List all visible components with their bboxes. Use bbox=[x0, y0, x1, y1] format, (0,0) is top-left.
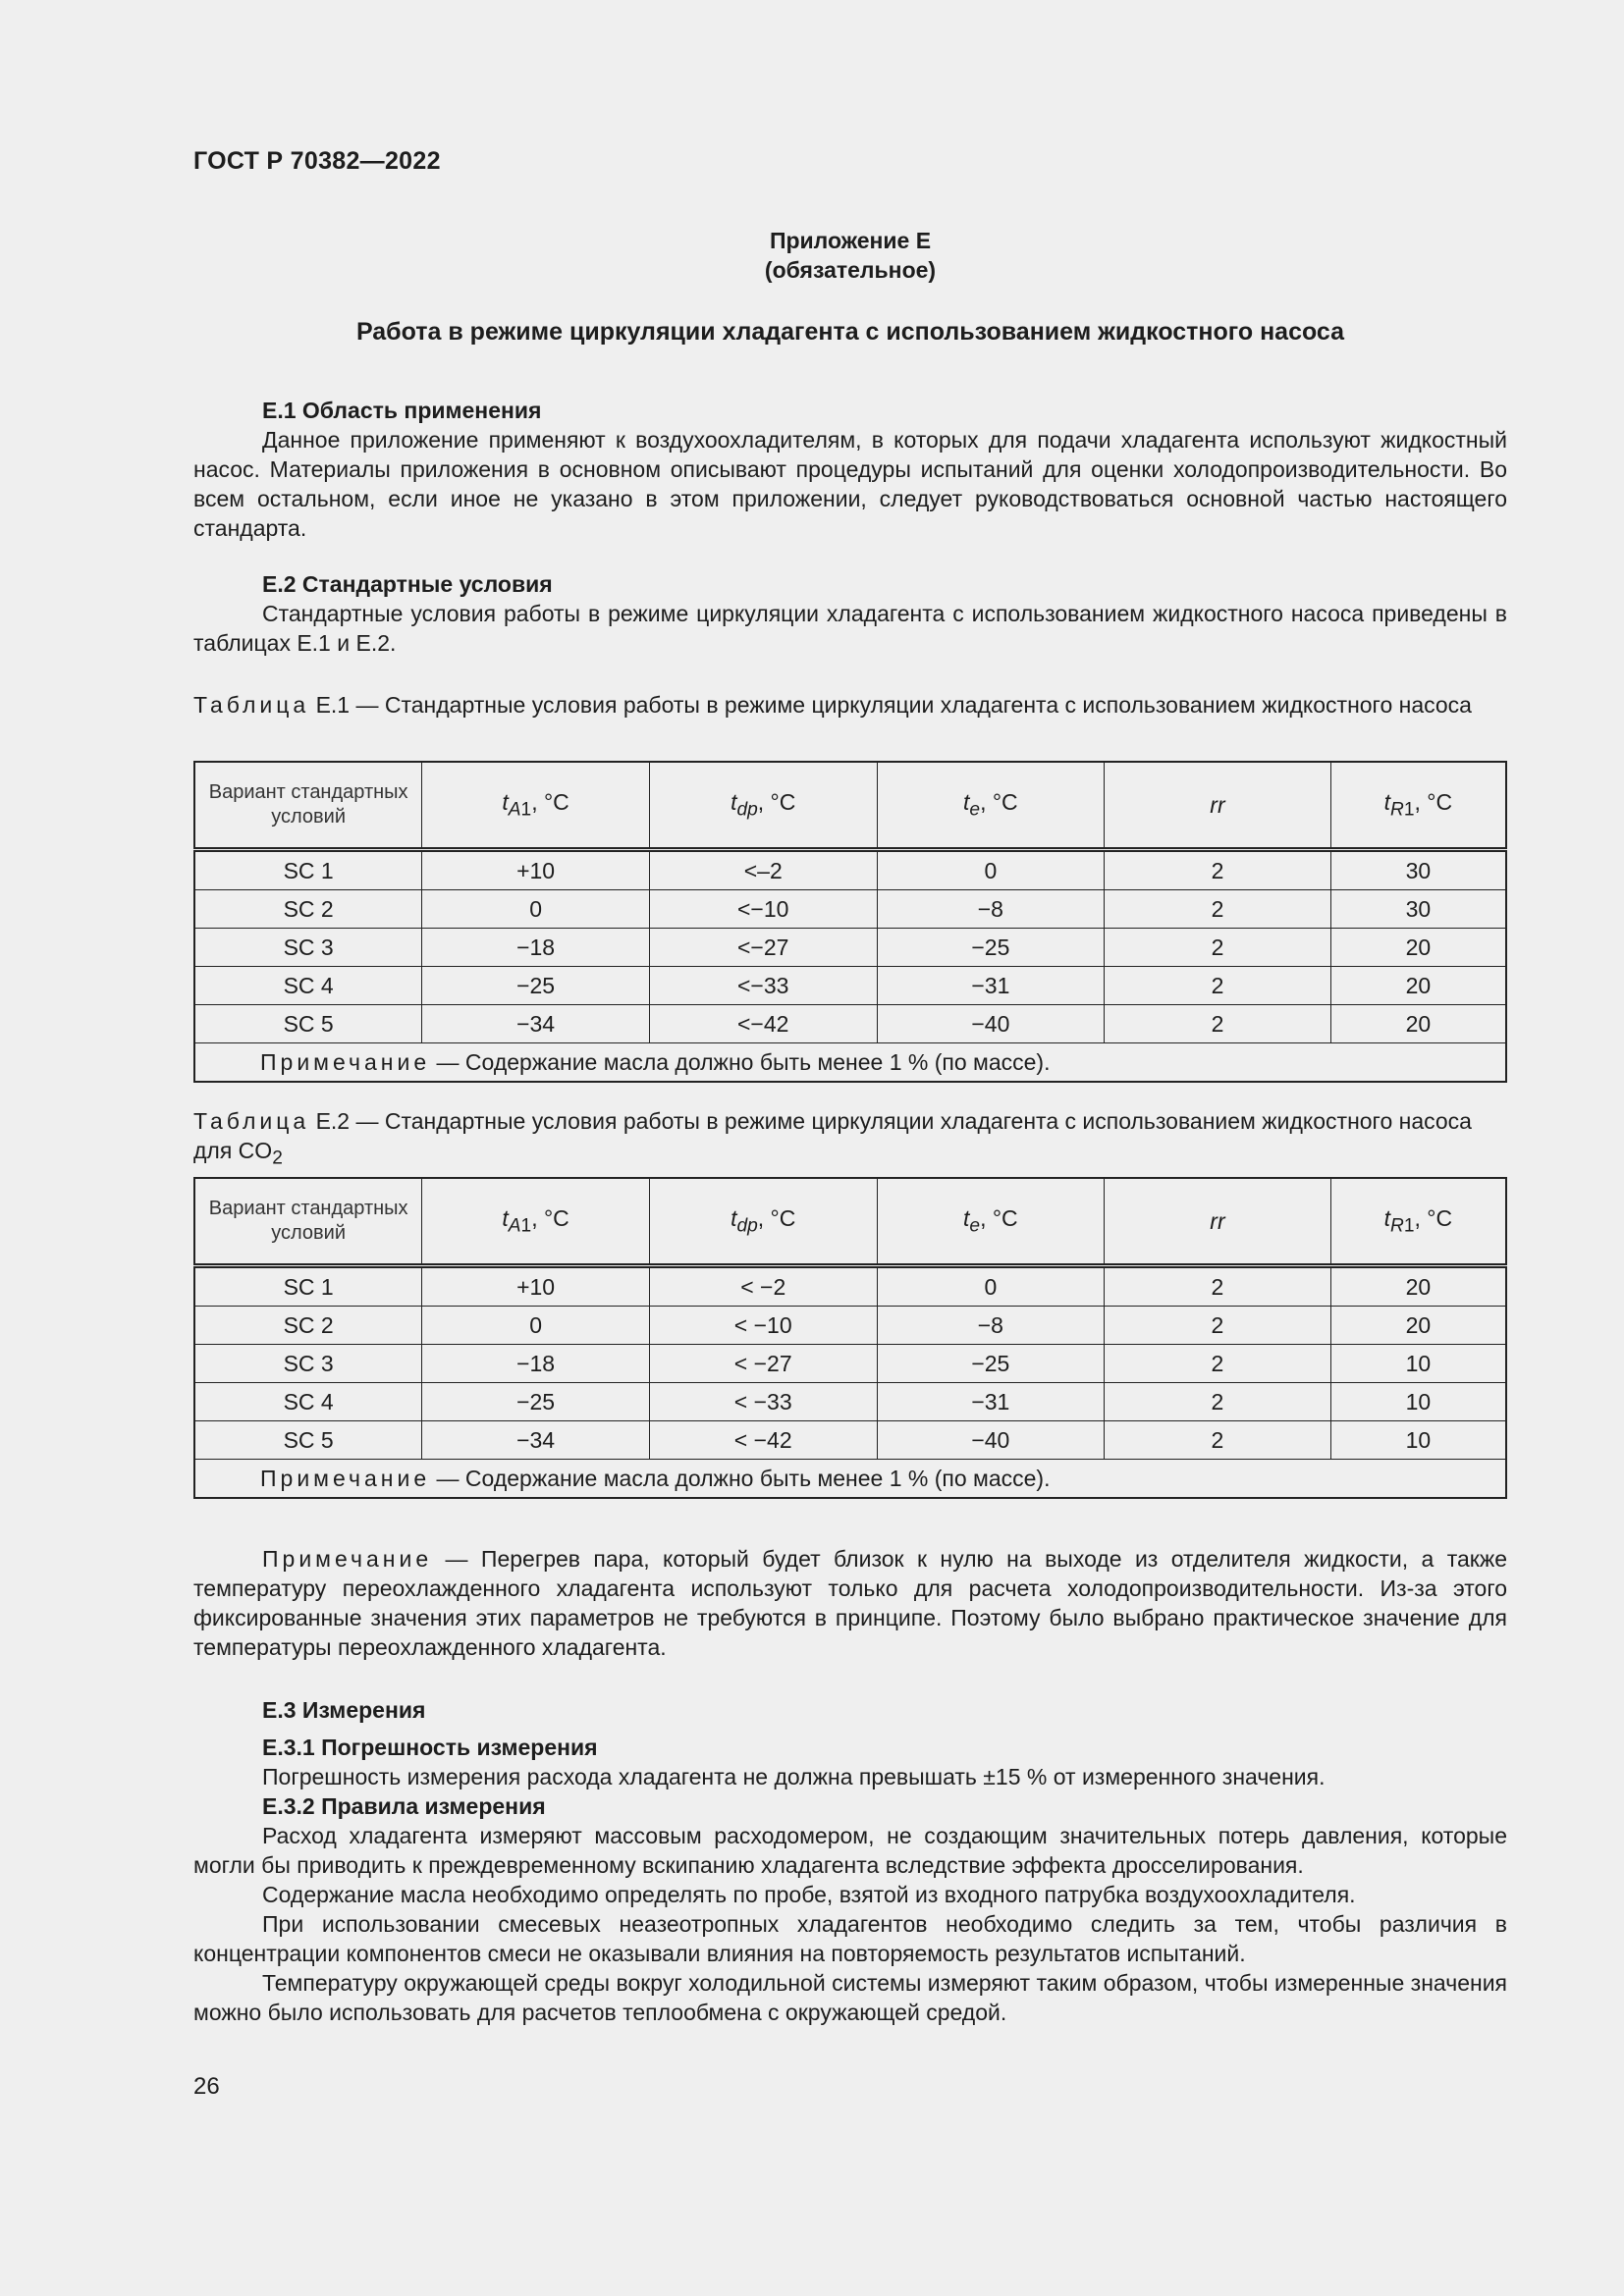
annex-title: Работа в режиме циркуляции хладагента с использованием жидкостного насоса bbox=[355, 318, 1345, 346]
table-cell: 2 bbox=[1105, 1383, 1331, 1421]
table-row bbox=[194, 1421, 1506, 1460]
table-cell: −34 bbox=[422, 1005, 650, 1043]
table-cell: 2 bbox=[1105, 1345, 1331, 1383]
section-e1-text: Данное приложение применяют к воздухоохладителям, в которых для подачи хладагента используют жидкостный насос. Материалы приложения в основном описывают процедуры испытаний для оценки холодопроизводительности. Во всем остальном, если иное не указано в этом приложении, следует руководствоваться основной частью настоящего стандарта. bbox=[193, 427, 1507, 541]
table-cell: 30 bbox=[1330, 850, 1506, 890]
table-cell: <−27 bbox=[649, 929, 877, 967]
section-e2 bbox=[193, 569, 1507, 658]
table1-caption bbox=[193, 690, 1507, 720]
table-cell: SC 2 bbox=[194, 890, 422, 929]
header-tr1: $t_{R1}$, °C bbox=[1330, 1178, 1506, 1266]
header-ta1: $t_{A1}$, °C bbox=[422, 1178, 650, 1266]
table2-note-row bbox=[194, 1460, 1506, 1499]
section-e1-heading: Е.1 Область применения bbox=[262, 398, 542, 423]
table1-note bbox=[194, 1043, 1506, 1083]
table-cell: −25 bbox=[422, 1383, 650, 1421]
table-cell: 10 bbox=[1330, 1345, 1506, 1383]
table-row bbox=[194, 967, 1506, 1005]
table1-note-label: Примечание bbox=[260, 1048, 431, 1075]
table-cell: < −27 bbox=[649, 1345, 877, 1383]
table-cell: SC 3 bbox=[194, 1345, 422, 1383]
section-e32-para1: Расход хладагента измеряют массовым расходомером, не создающим значительных потерь давления, которые могли бы приводить к преждевременному вскипанию хладагента вследствие эффекта дросселирования. bbox=[193, 1823, 1507, 1878]
table2-caption-label: Таблица bbox=[193, 1108, 310, 1134]
table-header-row bbox=[194, 762, 1506, 850]
header-tdp: $t_{dp}$, °C bbox=[649, 762, 877, 850]
section-e2-heading: Е.2 Стандартные условия bbox=[262, 571, 553, 597]
table2-note bbox=[194, 1460, 1506, 1499]
table-cell: <–2 bbox=[649, 850, 877, 890]
annex-heading bbox=[193, 226, 1507, 285]
table-cell: 20 bbox=[1330, 929, 1506, 967]
table-e2 bbox=[193, 1177, 1507, 1499]
annex-status: (обязательное) bbox=[764, 257, 937, 283]
table-cell: 2 bbox=[1105, 1005, 1331, 1043]
table2-note-text: — Содержание масла должно быть менее 1 % (по массе). bbox=[430, 1465, 1051, 1491]
header-rr: rr bbox=[1105, 762, 1331, 850]
table-cell: 2 bbox=[1105, 1266, 1331, 1307]
header-variant: Вариант стандартных условий bbox=[194, 1178, 422, 1266]
section-e3-heading: Е.3 Измерения bbox=[262, 1697, 426, 1723]
table-cell: <−42 bbox=[649, 1005, 877, 1043]
header-variant: Вариант стандартных условий bbox=[194, 762, 422, 850]
document-number: ГОСТ Р 70382—2022 bbox=[193, 147, 441, 175]
table-cell: <−33 bbox=[649, 967, 877, 1005]
table-cell: +10 bbox=[422, 1266, 650, 1307]
table1-note-row bbox=[194, 1043, 1506, 1083]
section-e32-para2: Содержание масла необходимо определять по пробе, взятой из входного патрубка воздухоохладителя. bbox=[262, 1882, 1356, 1907]
table2-caption-sub: 2 bbox=[272, 1148, 283, 1169]
table-cell: 20 bbox=[1330, 967, 1506, 1005]
table-cell: 30 bbox=[1330, 890, 1506, 929]
section-e2-text: Стандартные условия работы в режиме циркуляции хладагента с использованием жидкостного насоса приведены в таблицах Е.1 и Е.2. bbox=[193, 601, 1507, 656]
table-cell: 2 bbox=[1105, 850, 1331, 890]
section-e31-text: Погрешность измерения расхода хладагента не должна превышать ±15 % от измеренного значения. bbox=[262, 1764, 1326, 1789]
table-cell: +10 bbox=[422, 850, 650, 890]
table-cell: SC 5 bbox=[194, 1421, 422, 1460]
table-row bbox=[194, 929, 1506, 967]
header-ta1: $t_{A1}$, °C bbox=[422, 762, 650, 850]
table-row bbox=[194, 1383, 1506, 1421]
table-row bbox=[194, 1005, 1506, 1043]
table-cell: 2 bbox=[1105, 890, 1331, 929]
table-cell: −25 bbox=[422, 967, 650, 1005]
table-cell: SC 3 bbox=[194, 929, 422, 967]
table-cell: −40 bbox=[877, 1005, 1105, 1043]
table-cell: −18 bbox=[422, 929, 650, 967]
table-cell: 0 bbox=[422, 890, 650, 929]
section-e31-heading: Е.3.1 Погрешность измерения bbox=[262, 1735, 598, 1760]
table-cell: −31 bbox=[877, 967, 1105, 1005]
table-cell: SC 5 bbox=[194, 1005, 422, 1043]
table-cell: 0 bbox=[422, 1307, 650, 1345]
table2-caption-text: Е.2 — Стандартные условия работы в режиме циркуляции хладагента с использованием жидкостного насоса для CO bbox=[193, 1108, 1472, 1163]
annex-label: Приложение Е bbox=[769, 228, 932, 253]
table-cell: SC 4 bbox=[194, 1383, 422, 1421]
table-cell: −31 bbox=[877, 1383, 1105, 1421]
table-cell: 0 bbox=[877, 1266, 1105, 1307]
table-cell: 20 bbox=[1330, 1005, 1506, 1043]
table-row bbox=[194, 1307, 1506, 1345]
header-tr1: $t_{R1}$, °C bbox=[1330, 762, 1506, 850]
section-e32-heading: Е.3.2 Правила измерения bbox=[262, 1793, 546, 1819]
table-cell: SC 1 bbox=[194, 850, 422, 890]
section-e3 bbox=[193, 1695, 1507, 2027]
header-te: $t_e$, °C bbox=[877, 1178, 1105, 1266]
table1-body bbox=[194, 850, 1506, 1043]
header-rr: rr bbox=[1105, 1178, 1331, 1266]
table2-caption bbox=[193, 1106, 1507, 1174]
table-cell: −18 bbox=[422, 1345, 650, 1383]
header-tdp: $t_{dp}$, °C bbox=[649, 1178, 877, 1266]
table-cell: 0 bbox=[877, 850, 1105, 890]
section-e32-para3: При использовании смесевых неазеотропных хладагентов необходимо следить за тем, чтобы различия в концентрации компонентов смеси не оказывали влияния на повторяемость результатов испытаний. bbox=[193, 1911, 1507, 1966]
table-cell: 10 bbox=[1330, 1421, 1506, 1460]
section-e32-para4: Температуру окружающей среды вокруг холодильной системы измеряют таким образом, чтобы измеренные значения можно было использовать для расчетов теплообмена с окружающей средой. bbox=[193, 1970, 1507, 2025]
table-cell: 2 bbox=[1105, 1307, 1331, 1345]
general-note-label: Примечание bbox=[262, 1546, 433, 1572]
table-cell: SC 1 bbox=[194, 1266, 422, 1307]
table2-body bbox=[194, 1266, 1506, 1460]
general-note bbox=[193, 1544, 1507, 1662]
table-row bbox=[194, 890, 1506, 929]
table-cell: < −33 bbox=[649, 1383, 877, 1421]
table-cell: 20 bbox=[1330, 1307, 1506, 1345]
table-cell: < −42 bbox=[649, 1421, 877, 1460]
table-cell: −25 bbox=[877, 929, 1105, 967]
table-row bbox=[194, 850, 1506, 890]
table2-note-label: Примечание bbox=[260, 1465, 431, 1491]
table-e1 bbox=[193, 761, 1507, 1083]
table-cell: −8 bbox=[877, 1307, 1105, 1345]
general-note-text: — Перегрев пара, который будет близок к нулю на выходе из отделителя жидкости, а также температуру переохлажденного хладагента используют только для расчета холодопроизводительности. Из-за этого фиксированные значения этих параметров не требуются в принципе. Поэтому было выбрано практическое значение для температуры переохлажденного хладагента. bbox=[193, 1546, 1507, 1660]
table-cell: SC 4 bbox=[194, 967, 422, 1005]
section-e1 bbox=[193, 396, 1507, 543]
table-cell: −40 bbox=[877, 1421, 1105, 1460]
table-cell: 20 bbox=[1330, 1266, 1506, 1307]
header-te: $t_e$, °C bbox=[877, 762, 1105, 850]
table-cell: −34 bbox=[422, 1421, 650, 1460]
table-cell: 2 bbox=[1105, 1421, 1331, 1460]
table-cell: 10 bbox=[1330, 1383, 1506, 1421]
table1-caption-label: Таблица bbox=[193, 692, 310, 718]
table-row bbox=[194, 1266, 1506, 1307]
table-cell: −8 bbox=[877, 890, 1105, 929]
page-number: 26 bbox=[193, 2073, 220, 2100]
table-cell: <−10 bbox=[649, 890, 877, 929]
table-cell: 2 bbox=[1105, 929, 1331, 967]
table-header-row bbox=[194, 1178, 1506, 1266]
table-cell: SC 2 bbox=[194, 1307, 422, 1345]
table1-note-text: — Содержание масла должно быть менее 1 % (по массе). bbox=[430, 1048, 1051, 1075]
table-row bbox=[194, 1345, 1506, 1383]
table-cell: < −2 bbox=[649, 1266, 877, 1307]
table1-caption-text: Е.1 — Стандартные условия работы в режиме циркуляции хладагента с использованием жидкостного насоса bbox=[309, 692, 1472, 718]
table-cell: < −10 bbox=[649, 1307, 877, 1345]
table-cell: 2 bbox=[1105, 967, 1331, 1005]
table-cell: −25 bbox=[877, 1345, 1105, 1383]
